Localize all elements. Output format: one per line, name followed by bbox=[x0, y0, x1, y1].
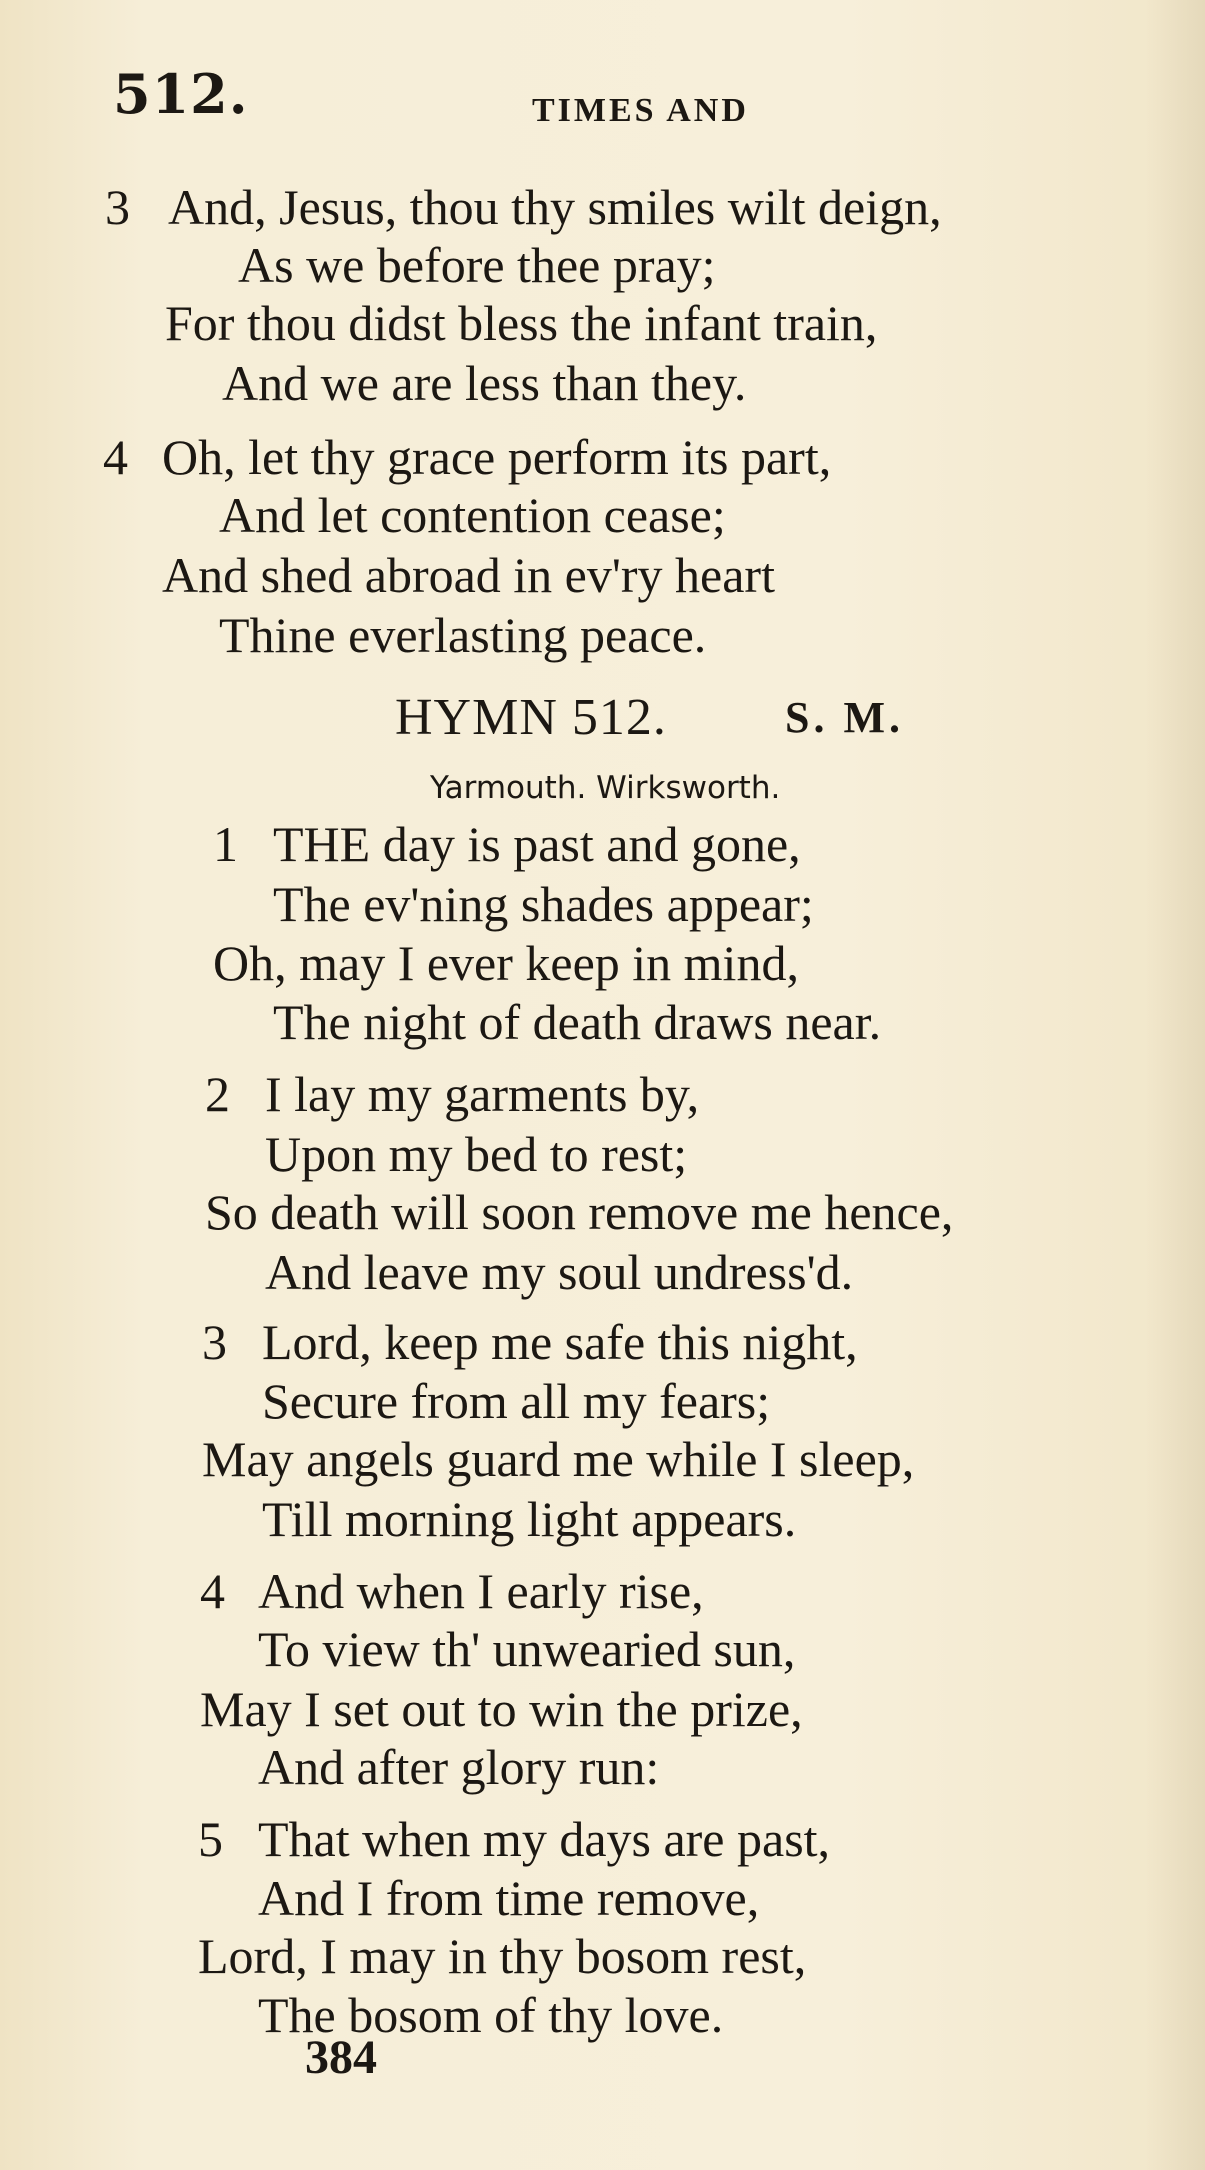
verse-line: And shed abroad in ev'ry heart bbox=[162, 547, 775, 603]
verse-line: Oh, may I ever keep in mind, bbox=[213, 935, 799, 991]
verse-number: 2 bbox=[205, 1066, 230, 1122]
verse-line: And when I early rise, bbox=[258, 1563, 704, 1619]
verse-line: The bosom of thy love. bbox=[258, 1987, 724, 2043]
verse-line: And after glory run: bbox=[258, 1739, 660, 1795]
verse-number: 3 bbox=[105, 179, 130, 235]
verse-line: Thine everlasting peace. bbox=[219, 607, 707, 663]
verse-line: The ev'ning shades appear; bbox=[273, 876, 814, 932]
verse-line: For thou didst bless the infant train, bbox=[165, 295, 878, 351]
verse-line: Oh, let thy grace perform its part, bbox=[162, 429, 832, 485]
verse-line: To view th' unwearied sun, bbox=[258, 1621, 796, 1677]
verse-line: Lord, I may in thy bosom rest, bbox=[198, 1928, 807, 1984]
verse-line: Secure from all my fears; bbox=[262, 1373, 771, 1429]
verse-line: And I from time remove, bbox=[258, 1870, 760, 1926]
verse-line: As we before thee pray; bbox=[238, 237, 716, 293]
verse-line: And leave my soul undress'd. bbox=[265, 1244, 854, 1300]
verse-line: And let contention cease; bbox=[219, 487, 726, 543]
signature-mark: 384 bbox=[305, 2031, 377, 2084]
verse-line: The night of death draws near. bbox=[273, 994, 882, 1050]
verse-number: 3 bbox=[202, 1314, 227, 1370]
running-head: TIMES AND bbox=[532, 92, 749, 129]
verse-line: Lord, keep me safe this night, bbox=[262, 1314, 858, 1370]
verse-number: 5 bbox=[198, 1811, 223, 1867]
verse-line: And, Jesus, thou thy smiles wilt deign, bbox=[168, 179, 942, 235]
verse-number: 1 bbox=[213, 816, 238, 872]
verse-line: I lay my garments by, bbox=[265, 1066, 700, 1122]
verse-line: So death will soon remove me hence, bbox=[205, 1184, 954, 1240]
verse-line: Till morning light appears. bbox=[262, 1491, 797, 1547]
verse-line: THE day is past and gone, bbox=[273, 816, 801, 872]
verse-line: Upon my bed to rest; bbox=[265, 1126, 688, 1182]
page-number: 512. bbox=[113, 62, 249, 126]
hymn-meter: S. M. bbox=[785, 693, 904, 742]
verse-line: May angels guard me while I sleep, bbox=[202, 1431, 915, 1487]
hymn-title: HYMN 512. bbox=[395, 689, 667, 746]
verse-line: And we are less than they. bbox=[222, 355, 747, 411]
verse-number: 4 bbox=[103, 429, 128, 485]
verse-number: 4 bbox=[200, 1563, 225, 1619]
verse-line: May I set out to win the prize, bbox=[200, 1681, 803, 1737]
tune-names: Yarmouth. Wirksworth. bbox=[430, 770, 781, 806]
verse-line: That when my days are past, bbox=[258, 1811, 831, 1867]
